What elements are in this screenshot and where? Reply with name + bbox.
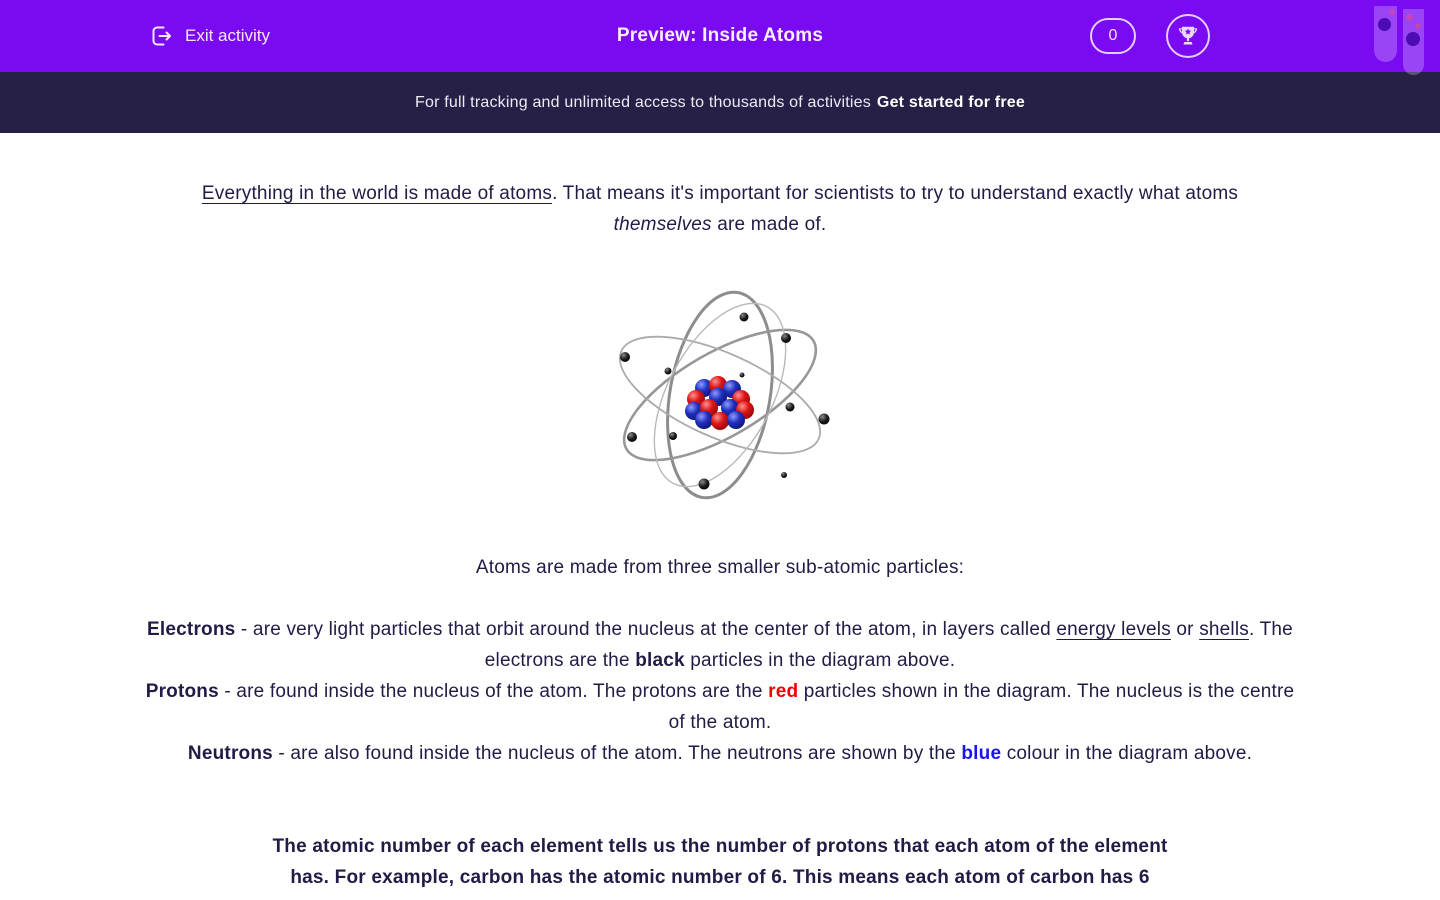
blue-highlight: blue bbox=[961, 743, 1002, 764]
intro-paragraph: Everything in the world is made of atoms. That means it's important for scientists to try to understand exactly what atoms themselves are made of. bbox=[201, 183, 1239, 235]
atom-diagram bbox=[600, 287, 840, 507]
trophy-badge-button[interactable] bbox=[1166, 14, 1210, 58]
test-tube-icon bbox=[1374, 6, 1397, 62]
exit-activity-label: Exit activity bbox=[185, 26, 271, 45]
worksheet-content bbox=[0, 133, 1440, 893]
test-tubes-decoration bbox=[1372, 0, 1426, 75]
electrons-paragraph: Electrons - are very light particles that orbit around the nucleus at the center of the atom, in layers called energy levels or shells. The electrons are the black particles in the diagram above. bbox=[147, 619, 1293, 671]
red-highlight: red bbox=[768, 681, 799, 702]
score-value: 0 bbox=[1108, 27, 1118, 44]
score-counter bbox=[1090, 18, 1136, 54]
subheading: Atoms are made from three smaller sub-atomic particles: bbox=[475, 557, 965, 578]
test-tube-icon bbox=[1403, 9, 1424, 75]
neutrons-paragraph: Neutrons - are also found inside the nucleus of the atom. The neutrons are shown by the blue colour in the diagram above. bbox=[187, 743, 1253, 764]
particles-description bbox=[140, 614, 1300, 769]
get-started-link[interactable]: Get started for free bbox=[876, 93, 1025, 111]
exit-activity-button[interactable] bbox=[148, 23, 270, 49]
nucleus bbox=[685, 376, 754, 430]
promo-text: For full tracking and unlimited access to thousands of activities bbox=[415, 93, 871, 111]
app-header bbox=[0, 0, 1440, 72]
page-title: Preview: Inside Atoms bbox=[616, 25, 824, 46]
atomic-number-paragraph: The atomic number of each element tells us the number of protons that each atom of the element has. For example, carbon has the atomic number of 6. This means each atom of carbon has 6 bbox=[272, 836, 1168, 888]
protons-paragraph: Protons - are found inside the nucleus of the atom. The protons are the red particles shown in the diagram. The nucleus is the centre of the atom. bbox=[145, 681, 1295, 733]
intro-underlined-phrase: Everything in the world is made of atoms bbox=[201, 183, 553, 204]
promo-banner bbox=[0, 72, 1440, 133]
trophy-icon bbox=[1175, 23, 1201, 49]
exit-icon bbox=[148, 23, 174, 49]
